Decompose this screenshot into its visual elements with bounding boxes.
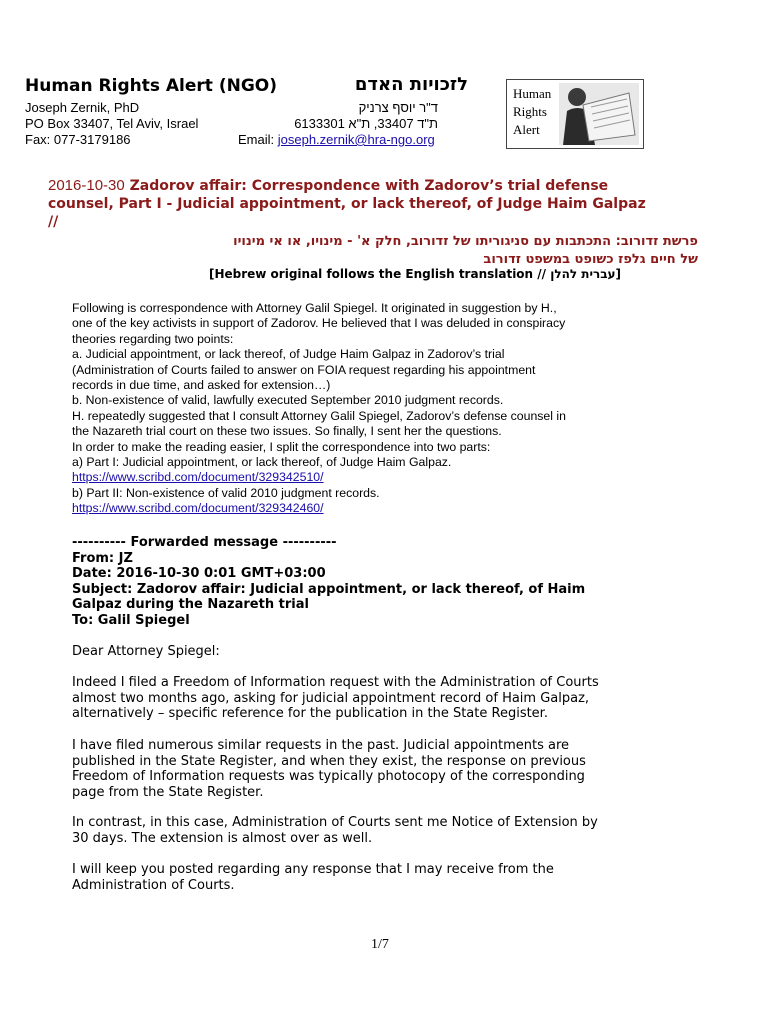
email-label: Email: (238, 132, 275, 147)
paragraph-line: Indeed I filed a Freedom of Information request with the Administration of Courts (72, 675, 599, 690)
letter-paragraph (72, 815, 672, 846)
letter-paragraph (72, 738, 672, 800)
part2-label: b) Part II: Non-existence of valid 2010 judgment records. (72, 485, 380, 500)
forwarded-header (72, 535, 585, 629)
paragraph-line: I have filed numerous similar requests in the past. Judicial appointments are (72, 738, 570, 753)
forwarded-to: To: Galil Spiegel (72, 612, 190, 628)
paragraph-line: In contrast, in this case, Administration of Courts sent me Notice of Extension by (72, 815, 598, 830)
paragraph-line: almost two months ago, asking for judicial appointment record of Haim Galpaz, (72, 690, 590, 706)
intro-line: theories regarding two points: (72, 331, 234, 346)
title-text: Zadorov affair: Correspondence with Zadorov’s trial defense counsel, Part I - Judicial appointment, or lack thereof, of Judge Haim Galpaz // (48, 178, 646, 230)
intro-line: a. Judicial appointment, or lack thereof, of Judge Haim Galpaz in Zadorov’s trial (72, 347, 505, 362)
document-title (48, 177, 648, 231)
paragraph-line: I will keep you posted regarding any response that I may receive from the (72, 862, 554, 877)
intro-line: b. Non-existence of valid, lawfully executed September 2010 judgment records. (72, 393, 504, 408)
forwarded-from: From: JZ (72, 550, 133, 566)
org-name: Human Rights Alert (NGO) (25, 76, 278, 96)
paragraph-line: Freedom of Information requests was typically photocopy of the corresponding (72, 769, 585, 785)
letter-paragraph (72, 675, 672, 722)
paragraph-line: Administration of Courts. (72, 877, 235, 893)
translation-note: [Hebrew original follows the English translation // עברית להלן] (208, 267, 622, 281)
logo-line: Rights (513, 104, 547, 119)
logo-line: Alert (513, 122, 540, 137)
forwarded-marker: ---------- Forwarded message ---------- (72, 535, 337, 550)
author-name: Joseph Zernik, PhD (25, 100, 140, 115)
part1-link[interactable]: https://www.scribd.com/document/329342510/ (72, 470, 324, 485)
address-hebrew: ת"ד 33407, ת"א 6133301 (294, 116, 438, 131)
paragraph-line: published in the State Register, and when they exist, the response on previous (72, 753, 586, 769)
intro-line: In order to make the reading easier, I split the correspondence into two parts: (72, 439, 491, 454)
fax: Fax: 077-3179186 (25, 132, 131, 147)
intro-line: Following is correspondence with Attorney Galil Spiegel. It originated in suggestion by H., (72, 301, 557, 315)
email-line (238, 132, 435, 148)
greeting-text: Dear Attorney Spiegel: (72, 644, 220, 659)
logo-line: Human (513, 86, 552, 101)
intro-text (72, 301, 672, 517)
logo-figure-image (559, 83, 639, 145)
part2-link[interactable]: https://www.scribd.com/document/329342460/ (72, 501, 324, 516)
title-date: 2016-10-30 (48, 177, 125, 194)
org-name-hebrew: לזכויות האדם (354, 74, 468, 95)
title-hebrew-line: של חיים גלפז כשופט במשפט זדורוב (483, 252, 698, 267)
letter-paragraph (72, 862, 672, 893)
intro-line: H. repeatedly suggested that I consult Attorney Galil Spiegel, Zadorov’s defense counsel in (72, 408, 566, 423)
forwarded-date: Date: 2016-10-30 0:01 GMT+03:00 (72, 566, 326, 582)
paragraph-line: alternatively – specific reference for the publication in the State Register. (72, 706, 548, 722)
page-number: 1/7 (371, 937, 389, 952)
document-title-hebrew (58, 233, 698, 269)
forwarded-subject: Galpaz during the Nazareth trial (72, 597, 309, 613)
intro-line: records in due time, and asked for extension…) (72, 378, 331, 393)
letter-greeting (72, 644, 672, 660)
intro-line: one of the key activists in support of Zadorov. He believed that I was deluded in conspiracy (72, 316, 566, 331)
intro-line: a) Part I: Judicial appointment, or lack thereof, of Judge Haim Galpaz. (72, 455, 452, 470)
intro-line: the Nazareth trial court on these two issues. So finally, I sent her the questions. (72, 424, 502, 439)
logo-text (513, 85, 551, 139)
address: PO Box 33407, Tel Aviv, Israel (25, 116, 199, 131)
email-link[interactable]: joseph.zernik@hra-ngo.org (277, 132, 435, 147)
forwarded-subject: Subject: Zadorov affair: Judicial appointment, or lack thereof, of Haim (72, 581, 586, 597)
intro-line: (Administration of Courts failed to answer on FOIA request regarding his appointment (72, 362, 536, 377)
hra-logo (506, 79, 644, 149)
paragraph-line: 30 days. The extension is almost over as well. (72, 830, 373, 846)
paragraph-line: page from the State Register. (72, 784, 264, 800)
title-hebrew-line: פרשת זדורוב: התכתבות עם סניגוריתו של זדורוב, חלק א' - מינויו, או אי מינויו (233, 234, 698, 249)
author-name-hebrew: ד"ר יוסף צרניק (358, 100, 438, 115)
